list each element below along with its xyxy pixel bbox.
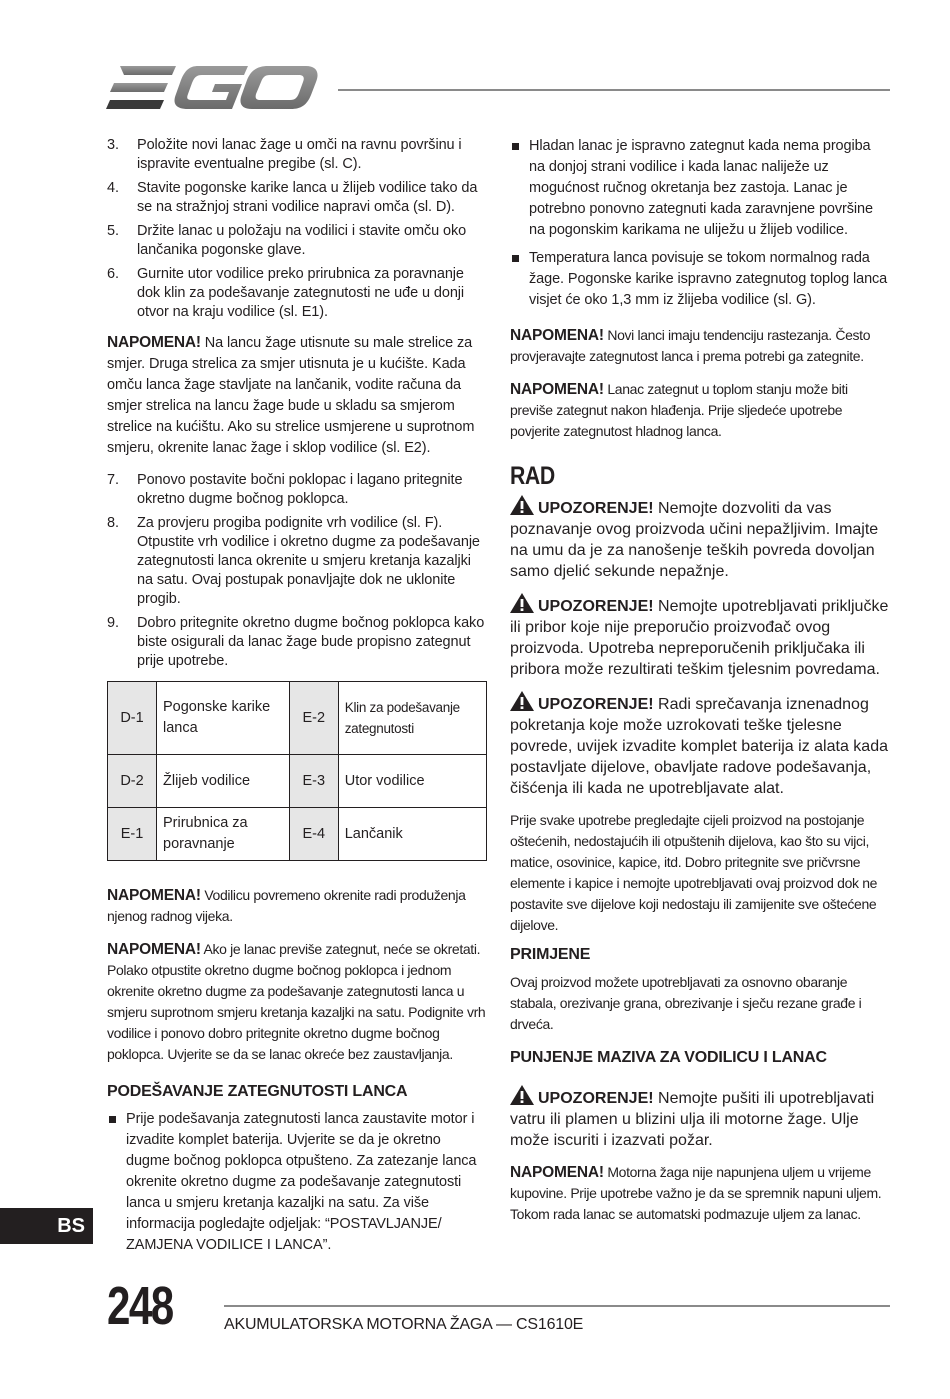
warning-fire [510,1085,890,1151]
part-code: E-1 [108,808,157,861]
steps-list-b [107,471,487,671]
note-text: Motorna žaga nije napunjena uljem u vrijeme kupovine. Prije upotrebe važno je da se spremnik napuni uljem. Tokom rada lanac se automatski podmazuje uljem za lanac. [510,1164,882,1222]
warning-label: UPOZORENJE! [538,696,654,713]
warning-attachments [510,593,890,680]
part-description: Klin za podešavanje zategnutosti [338,682,486,755]
language-tab: BS [0,1208,93,1244]
tension-bullets [107,1109,487,1256]
warning-triangle-icon [510,593,534,613]
warning-text: Nemojte upotrebljavati priključke ili pribor koje nije preporučio proizvođač ovog proizvoda. Upotreba nepreporučenih priključaka ili pribora može rezultirati teškim tjelesnim povredama. [510,598,889,678]
part-description: Žlijeb vodilice [157,755,290,808]
step-number: 6. [107,266,119,282]
left-column [107,136,487,1263]
step-text: Dobro pritegnite okretno dugme bočnog poklopca kako biste osigurali da lanac žage bude propisno zategnut prije upotrebe. [137,615,485,669]
applications-paragraph: Ovaj proizvod možete upotrebljavati za osnovno obaranje stabala, orezivanje grana, obrezivanje i sječu rezane građe i drveća. [510,974,862,1032]
warning-familiarity [510,495,890,582]
warning-triangle-icon [510,691,534,711]
warning-text: Nemojte dozvoliti da vas poznavanje ovog proizvoda učini nepažljivim. Imajte na umu da je za nanošenje teških povreda dovoljan samo djelić sekunde nepažnje. [510,500,879,580]
note-text: Na lancu žage utisnute su male strelice za smjer. Druga strelica za smjer utisnuta je u kućište. Kada omču lanca žage stavljate na lančanik, vodite računa da smjer strelica na lancu žage bude u skladu sa smjerom strelice na kućištu. Ako su strelice usmjerene u suprotnom smjeru, okrenite lanac žage i sklop vodilice (sl. E2). [107,335,475,456]
page-number: 248 [107,1276,173,1336]
step-4 [107,179,487,217]
note-direction-arrows [107,332,487,459]
note-oil-not-filled [510,1162,890,1225]
part-description: Lančanik [338,808,486,861]
step-number: 4. [107,180,119,196]
warning-label: UPOZORENJE! [538,1090,654,1107]
part-description: Utor vodilice [338,755,486,808]
step-number: 8. [107,515,119,531]
step-number: 3. [107,137,119,153]
heading-primjene: PRIMJENE [510,946,591,963]
step-6 [107,265,487,322]
part-code: E-4 [289,808,338,861]
note-text: Ako je lanac previše zategnut, neće se okretati. Polako otpustite okretno dugme bočnog poklopca i jednom okrenite okretno dugme za podešavanje zategnutosti lanca u smjeru suprotnom smjeru kretanja kazaljki na satu. Podignite vrh vodilice i ponovo dobro pritegnite okretno dugme bočnog poklopca. Uvjerite se da se lanac okreće bez zaustavljanja. [107,941,486,1062]
footer-rule [224,1305,890,1307]
ego-logo [106,62,318,114]
step-text: Ponovo postavite bočni poklopac i lagano pritegnite okretno dugme bočnog poklopca. [137,472,463,507]
heading-lubricant-filling: PUNJENJE MAZIVA ZA VODILICU I LANAC [510,1049,827,1066]
table-row [108,682,487,755]
step-3 [107,136,487,174]
header-rule [338,89,890,91]
warning-label: UPOZORENJE! [538,500,654,517]
tension-check-bullets [510,136,890,311]
warning-battery-removal [510,691,890,799]
heading-chain-tension: PODEŠAVANJE ZATEGNUTOSTI LANCA [107,1083,408,1100]
step-text: Gurnite utor vodilice preko prirubnica za poravnanje dok klin za podešavanje zategnutosti ne uđe u donji otvor na kraju vodilice (sl. E1). [137,266,465,320]
steps-list-a [107,136,487,322]
step-8 [107,514,487,609]
part-code: E-3 [289,755,338,808]
table-row [108,808,487,861]
warning-text: Radi sprečavanja iznenadnog pokretanja koje može uzrokovati teške tjelesne povrede, uvijek izvadite komplet baterija iz alata kada postavljate dijelove, obavljate radove podešavanja, čišćenja ili kada ne upotrebljavate alat. [510,696,888,797]
step-number: 9. [107,615,119,631]
table-row [108,755,487,808]
warning-triangle-icon [510,1085,534,1105]
warning-label: UPOZORENJE! [538,598,654,615]
step-number: 5. [107,223,119,239]
step-text: Držite lanac u položaju na vodilici i stavite omču oko lančanika pogonske glave. [137,223,467,258]
step-5 [107,222,487,260]
step-9 [107,614,487,671]
heading-rad: RAD [510,462,555,490]
note-chain-too-tight [107,939,487,1065]
part-code: E-2 [289,682,338,755]
note-bar-rotation [107,885,487,927]
part-description: Pogonske karike lanca [157,682,290,755]
note-text: Lanac zategnut u toplom stanju može biti previše zategnut nakon hlađenja. Prije sljedeće upotrebe povjerite zategnutost hladnog lanca. [510,381,848,439]
note-warm-chain [510,379,890,442]
bullet-item: Prije podešavanja zategnutosti lanca zaustavite motor i izvadite komplet baterija. Uvjerite se da je okretno dugme bočnog poklopca otpušteno. Za zatezanje lanca okrenite okretno dugme za podešavanje zategnutosti lanca u smjeru kretanja kazaljki na satu. Za više informacija pogledajte odjeljak: “POSTAVLJANJE/ ZAMJENA VODILICE I LANCA”. [107,1109,487,1256]
bullet-item: Temperatura lanca povisuje se tokom normalnog rada žage. Pogonske karike ispravno zategnutog toplog lanca visjet će oko 1,3 mm iz žlijeba vodilice (sl. G). [510,248,890,311]
note-label: NAPOMENA! [107,941,201,958]
bullet-item: Hladan lanac je ispravno zategnut kada nema progiba na donjoj strani vodilice i kada lanac naliježe uz mogućnost ručnog okretanja bez zastoja. Lanac je potrebno ponovno zategnuti kada zaravnjene površine na pogonskim karikama ne uliježu u žlijeb vodilice. [510,136,890,241]
right-column [510,136,890,1237]
note-label: NAPOMENA! [510,381,604,398]
parts-table [107,681,487,861]
footer-title: AKUMULATORSKA MOTORNA ŽAGA — CS1610E [224,1316,584,1333]
part-code: D-1 [108,682,157,755]
note-new-chains [510,325,890,367]
part-description: Prirubnica za poravnanje [157,808,290,861]
note-text: Vodilicu povremeno okrenite radi produženja njenog radnog vijeka. [107,887,466,924]
step-text: Za provjeru progiba podignite vrh vodilice (sl. F). Otpustite vrh vodilice i okretno dugme za podešavanje zategnutosti lanca okrenite u smjeru kretanja kazaljki na satu. Ovaj postupak ponavljajte dok ne uklonite progib. [137,515,480,607]
note-label: NAPOMENA! [107,887,201,904]
note-label: NAPOMENA! [510,327,604,344]
step-number: 7. [107,472,119,488]
note-text: Novi lanci imaju tendenciju rastezanja. Često provjeravajte zategnutost lanca i prema potrebi ga zategnite. [510,327,871,364]
step-text: Stavite pogonske karike lanca u žlijeb vodilice tako da se na stražnjoj strani vodilice napravi omča (sl. D). [137,180,478,215]
inspection-paragraph: Prije svake upotrebe pregledajte cijeli proizvod na postojanje oštećenih, nedostajućih ili otpuštenih dijelova, kao što su vijci, matice, osovinice, kapice, itd. Dobro pritegnite sve pričvrsne elemente i kapice i nemojte upotrebljavati ovaj proizvod dok ne postavite sve dijelove koji nedostaju ili zamijenite sve oštećene dijelove. [510,812,878,933]
part-code: D-2 [108,755,157,808]
note-label: NAPOMENA! [510,1164,604,1181]
step-7 [107,471,487,509]
note-label: NAPOMENA! [107,334,201,351]
warning-triangle-icon [510,495,534,515]
warning-text: Nemojte pušiti ili upotrebljavati vatru ili plamen u blizini ulja ili motorne žage. Ulje može iscuriti i izazvati požar. [510,1090,875,1149]
step-text: Položite novi lanac žage u omči na ravnu površinu i ispravite eventualne pregibe (sl. C). [137,137,462,172]
